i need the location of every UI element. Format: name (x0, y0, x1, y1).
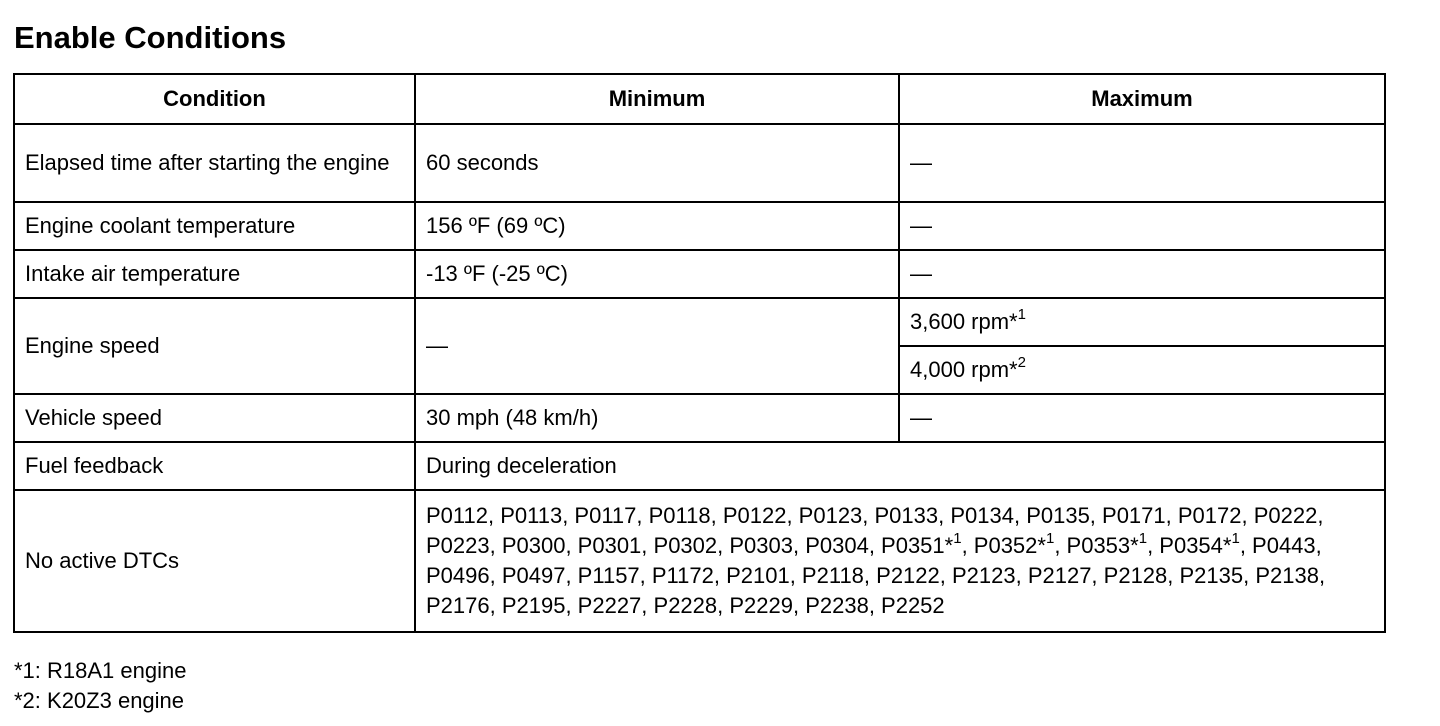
condition-cell: Intake air temperature (14, 250, 415, 298)
table-row (14, 202, 1385, 250)
header-condition: Condition (14, 74, 415, 124)
table-header-row (14, 74, 1385, 124)
table-row (14, 124, 1385, 202)
page-title: Enable Conditions (14, 20, 287, 55)
minimum-cell: 60 seconds (415, 124, 899, 202)
maximum-cell: — (899, 250, 1385, 298)
table-row (14, 394, 1385, 442)
footnote-1: *1: R18A1 engine (14, 658, 187, 683)
maximum-cell: — (899, 394, 1385, 442)
maximum-cell: — (899, 202, 1385, 250)
maximum-cell (899, 346, 1385, 394)
condition-cell: Fuel feedback (14, 442, 415, 490)
minimum-cell: — (415, 298, 899, 394)
dtc-list-text: , P0353* (1054, 533, 1139, 558)
dtc-list-text: , P0352* (961, 533, 1046, 558)
dtc-list-cell (415, 490, 1385, 632)
dtc-list-text: P0112, P0113, P0117, P0118, P0122, P0123, P0133, P0134, P0135, P0171, P0172, P0222, P0223, P0300, P0301, P0302, P0303, P0304, P0351* (426, 503, 1324, 558)
table-row (14, 442, 1385, 490)
minimum-cell: 30 mph (48 km/h) (415, 394, 899, 442)
condition-cell: Engine speed (14, 298, 415, 394)
header-minimum: Minimum (415, 74, 899, 124)
dtc-list-text: , P0354* (1147, 533, 1232, 558)
footnote-2: *2: K20Z3 engine (14, 688, 185, 713)
table-row (14, 490, 1385, 632)
footnote-marker: 1 (1017, 305, 1026, 323)
minimum-cell: -13 ºF (-25 ºC) (415, 250, 899, 298)
footnote-marker: 2 (1017, 353, 1026, 371)
maximum-cell: — (899, 124, 1385, 202)
maximum-value: 3,600 rpm* (910, 309, 1018, 334)
maximum-cell (899, 298, 1385, 346)
condition-cell: Vehicle speed (14, 394, 415, 442)
footnote-marker: 1 (953, 529, 962, 547)
enable-conditions-table (13, 73, 1386, 633)
condition-cell: Elapsed time after starting the engine (14, 124, 415, 202)
value-cell: During deceleration (415, 442, 1385, 490)
footnote-marker: 1 (1231, 529, 1240, 547)
table-row (14, 298, 1385, 346)
minimum-cell: 156 ºF (69 ºC) (415, 202, 899, 250)
footnote-marker: 1 (1138, 529, 1148, 547)
table-row (14, 250, 1385, 298)
maximum-value: 4,000 rpm* (910, 357, 1018, 382)
dtc-list-text: , P0443, P0496, P0497, P1157, P1172, P2101, P2118, P2122, P2123, P2127, P2128, P2135, P2138, P2176, P2195, P2227, P2228, P2229, P2238, P2252 (426, 533, 1326, 618)
footnote-marker: 1 (1045, 529, 1055, 547)
footnotes (14, 656, 186, 716)
header-maximum: Maximum (899, 74, 1385, 124)
condition-cell: No active DTCs (14, 490, 415, 632)
condition-cell: Engine coolant temperature (14, 202, 415, 250)
